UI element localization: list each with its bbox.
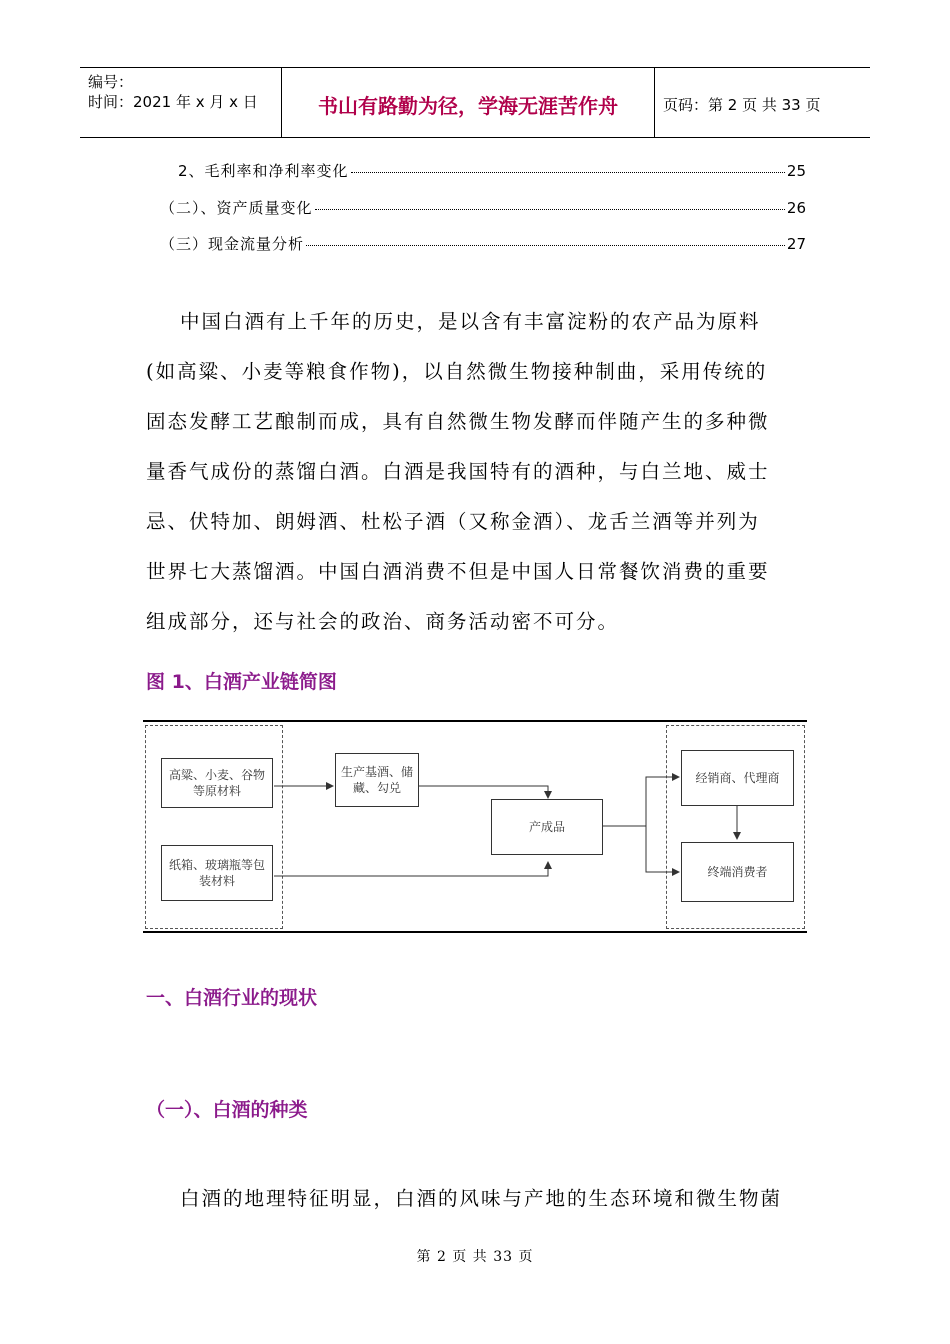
page-header [80,67,870,138]
toc-leader-dots [306,245,785,246]
paragraph-line: 中国白酒有上千年的历史，是以含有丰富淀粉的农产品为原料 [180,310,761,333]
section-heading: 一、白酒行业的现状 [146,987,318,1009]
toc-entry-label: 2、毛利率和净利率变化 [178,162,349,180]
distributor-box: 经销商、代理商 [681,750,794,806]
header-meta-cell [80,68,281,137]
header-page-info: 页码：第 2 页 共 33 页 [663,96,821,114]
arrow-product-to-distributor [646,777,679,826]
paragraph-line: 组成部分，还与社会的政治、商务活动密不可分。 [146,610,620,633]
subsection-heading: （一）、白酒的种类 [146,1099,308,1121]
arrow-packaging-to-product [274,862,548,876]
toc-entry[interactable] [160,197,806,218]
industry-chain-diagram [143,720,807,934]
document-date-label: 时间：2021 年 x 月 x 日 [88,93,258,111]
toc-entry[interactable] [178,160,806,181]
figure-title: 图 1、白酒产业链简图 [146,671,337,693]
packaging-material-box: 纸箱、玻璃瓶等包装材料 [161,845,273,901]
toc-leader-dots [315,209,785,210]
document-number-label: 编号： [88,73,134,91]
arrow-production-to-product [418,786,548,798]
toc-entry[interactable] [160,233,806,254]
production-box: 生产基酒、储藏、勾兑 [335,753,419,807]
toc-entry-label: （二）、资产质量变化 [160,199,313,217]
end-consumer-box: 终端消费者 [681,842,794,902]
toc-entry-page: 26 [786,199,806,217]
page-footer: 第 2 页 共 33 页 [416,1249,534,1265]
paragraph-line: 世界七大蒸馏酒。中国白酒消费不但是中国人日常餐饮消费的重要 [146,560,770,583]
diagram-bottom-rule [143,931,807,933]
raw-material-box: 高粱、小麦、谷物等原材料 [161,758,273,808]
toc-entry-page: 25 [786,162,806,180]
arrow-product-to-consumer [646,826,679,872]
toc-entry-label: （三）现金流量分析 [160,235,305,253]
paragraph-line: (如高粱、小麦等粮食作物)，以自然微生物接种制曲，采用传统的 [146,360,768,383]
header-motto: 书山有路勤为径，学海无涯苦作舟 [318,94,618,118]
paragraph-line: 固态发酵工艺酿制而成，具有自然微生物发酵而伴随产生的多种微 [146,410,770,433]
finished-product-box: 产成品 [491,799,603,855]
header-divider [654,68,655,137]
toc-entry-page: 27 [786,235,806,253]
toc-leader-dots [351,172,785,173]
paragraph-line: 忌、伏特加、朗姆酒、杜松子酒（又称金酒）、龙舌兰酒等并列为 [146,510,760,533]
paragraph-line: 白酒的地理特征明显，白酒的风味与产地的生态环境和微生物菌 [180,1187,783,1210]
paragraph-line: 量香气成份的蒸馏白酒。白酒是我国特有的酒种，与白兰地、威士 [146,460,770,483]
